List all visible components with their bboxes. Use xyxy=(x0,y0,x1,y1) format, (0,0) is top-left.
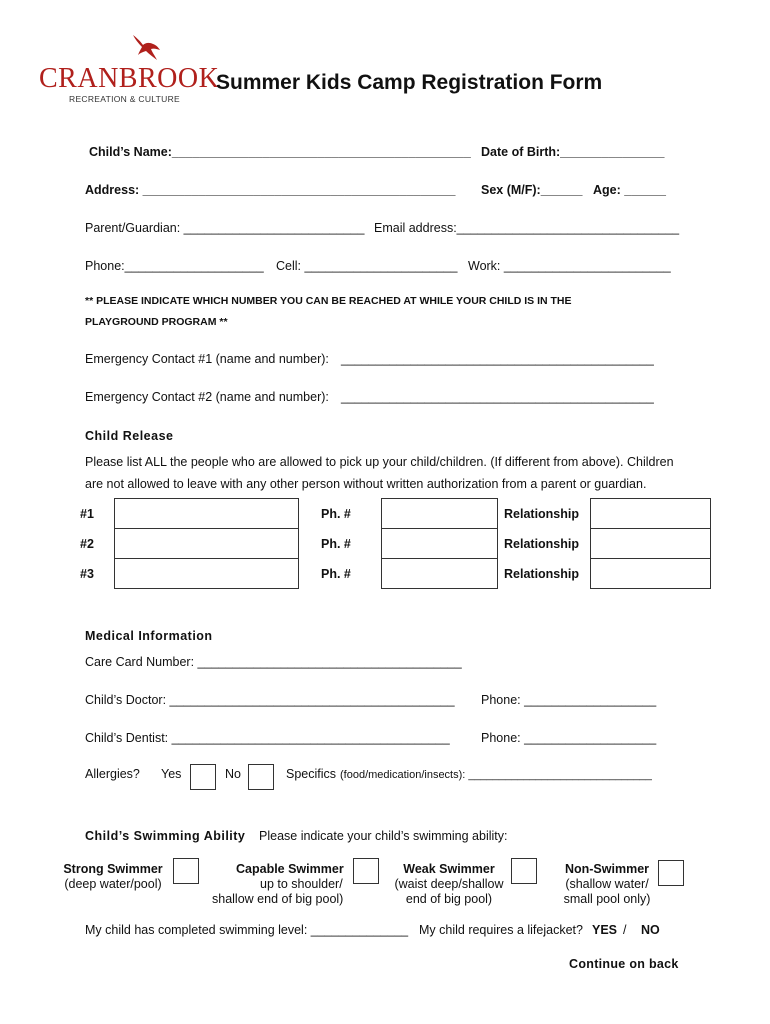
cell-field[interactable]: Cell: ______________________ xyxy=(276,259,458,273)
phone-label: Ph. # xyxy=(321,506,351,521)
relationship-label: Relationship xyxy=(504,506,580,521)
lifejacket-no-option[interactable]: NO xyxy=(641,923,660,937)
pickup-relationship-cell[interactable] xyxy=(591,529,711,559)
pickup-phone-cell[interactable] xyxy=(382,559,498,589)
logo-name: CRANBROOK xyxy=(39,63,220,94)
phone-label: Ph. # xyxy=(321,536,351,551)
specifics-label: Specifics xyxy=(286,767,337,781)
specifics-field[interactable]: (food/medication/insects): ______________________________ xyxy=(340,769,652,781)
swimming-level-field[interactable]: My child has completed swimming level: ______________ xyxy=(85,923,409,937)
row-number: #2 xyxy=(80,536,94,551)
work-field[interactable]: Work: ________________________ xyxy=(468,259,671,273)
email-field[interactable]: Email address:________________________________ xyxy=(374,221,680,235)
emergency-contact-2-field[interactable]: _____________________________________________ xyxy=(341,390,654,404)
weak-swimmer-title: Weak Swimmer xyxy=(403,862,495,876)
phone-field[interactable]: Phone:____________________ xyxy=(85,259,264,273)
pickup-phone-cell[interactable] xyxy=(382,529,498,559)
swimming-heading: Child’s Swimming Ability xyxy=(85,829,246,843)
dentist-phone-field[interactable]: Phone: ___________________ xyxy=(481,731,657,745)
sex-field[interactable]: Sex (M/F):______ xyxy=(481,183,583,197)
capable-swimmer-checkbox[interactable] xyxy=(353,858,379,884)
notice-line-1: ** PLEASE INDICATE WHICH NUMBER YOU CAN BE REACHED AT WHILE YOUR CHILD IS IN THE xyxy=(85,295,572,307)
relationship-label: Relationship xyxy=(504,536,580,551)
strong-swimmer-desc: (deep water/pool) xyxy=(64,877,162,891)
weak-swimmer-checkbox[interactable] xyxy=(511,858,537,884)
emergency-contact-2-label: Emergency Contact #2 (name and number): xyxy=(85,390,329,404)
allergies-yes-label: Yes xyxy=(161,767,182,781)
eagle-icon xyxy=(130,32,162,62)
childs-name-field[interactable]: Child’s Name:___________________________________________ xyxy=(89,145,471,159)
capable-swimmer-desc-1: up to shoulder/ xyxy=(260,877,343,891)
row-number: #3 xyxy=(80,566,94,581)
strong-swimmer-checkbox[interactable] xyxy=(173,858,199,884)
capable-swimmer-desc-2: shallow end of big pool) xyxy=(212,892,344,906)
page-title: Summer Kids Camp Registration Form xyxy=(216,71,603,94)
lifejacket-label: My child requires a lifejacket? xyxy=(419,923,583,937)
table-row xyxy=(80,529,711,559)
non-swimmer-checkbox[interactable] xyxy=(658,860,684,886)
lifejacket-yes-option[interactable]: YES xyxy=(592,923,618,937)
phone-label: Ph. # xyxy=(321,566,351,581)
age-field[interactable]: Age: ______ xyxy=(593,183,666,197)
non-swimmer-desc-1: (shallow water/ xyxy=(565,877,649,891)
notice-line-2: PLAYGROUND PROGRAM ** xyxy=(85,316,228,328)
emergency-contact-1-field[interactable]: _____________________________________________ xyxy=(341,352,654,366)
doctor-phone-field[interactable]: Phone: ___________________ xyxy=(481,693,657,707)
table-row xyxy=(80,499,711,529)
lifejacket-separator: / xyxy=(623,923,627,937)
pickup-table xyxy=(80,498,711,589)
swimming-prompt: Please indicate your child’s swimming ability: xyxy=(259,829,508,843)
allergies-no-label: No xyxy=(225,767,241,781)
table-row xyxy=(80,559,711,589)
logo-subtitle: RECREATION & CULTURE xyxy=(69,94,181,104)
dentist-field[interactable]: Child’s Dentist: ________________________________________ xyxy=(85,731,450,745)
parent-guardian-field[interactable]: Parent/Guardian: __________________________ xyxy=(85,221,365,235)
pickup-relationship-cell[interactable] xyxy=(591,499,711,529)
allergies-label: Allergies? xyxy=(85,767,140,781)
emergency-contact-1-label: Emergency Contact #1 (name and number): xyxy=(85,352,329,366)
strong-swimmer-title: Strong Swimmer xyxy=(63,862,163,876)
care-card-field[interactable]: Care Card Number: ______________________________________ xyxy=(85,655,462,669)
pickup-phone-cell[interactable] xyxy=(382,499,498,529)
pickup-relationship-cell[interactable] xyxy=(591,559,711,589)
medical-heading: Medical Information xyxy=(85,629,213,643)
pickup-name-cell[interactable] xyxy=(115,559,299,589)
allergies-no-checkbox[interactable] xyxy=(248,764,274,790)
non-swimmer-desc-2: small pool only) xyxy=(563,892,651,906)
pickup-name-cell[interactable] xyxy=(115,499,299,529)
continue-on-back: Continue on back xyxy=(569,957,679,971)
allergies-yes-checkbox[interactable] xyxy=(190,764,216,790)
child-release-text-2: are not allowed to leave with any other person without written authorization from a parent or guardian. xyxy=(85,477,647,491)
row-number: #1 xyxy=(80,506,94,521)
weak-swimmer-desc-1: (waist deep/shallow xyxy=(394,877,504,891)
relationship-label: Relationship xyxy=(504,566,580,581)
pickup-name-cell[interactable] xyxy=(115,529,299,559)
capable-swimmer-title: Capable Swimmer xyxy=(236,862,344,876)
doctor-field[interactable]: Child’s Doctor: _________________________________________ xyxy=(85,693,455,707)
address-field[interactable]: Address: _____________________________________________ xyxy=(85,183,456,197)
dob-field[interactable]: Date of Birth:_______________ xyxy=(481,145,665,159)
weak-swimmer-desc-2: end of big pool) xyxy=(405,892,493,906)
child-release-heading: Child Release xyxy=(85,429,174,443)
child-release-text-1: Please list ALL the people who are allowed to pick up your child/children. (If different from above). Children xyxy=(85,455,674,469)
non-swimmer-title: Non-Swimmer xyxy=(564,862,650,876)
